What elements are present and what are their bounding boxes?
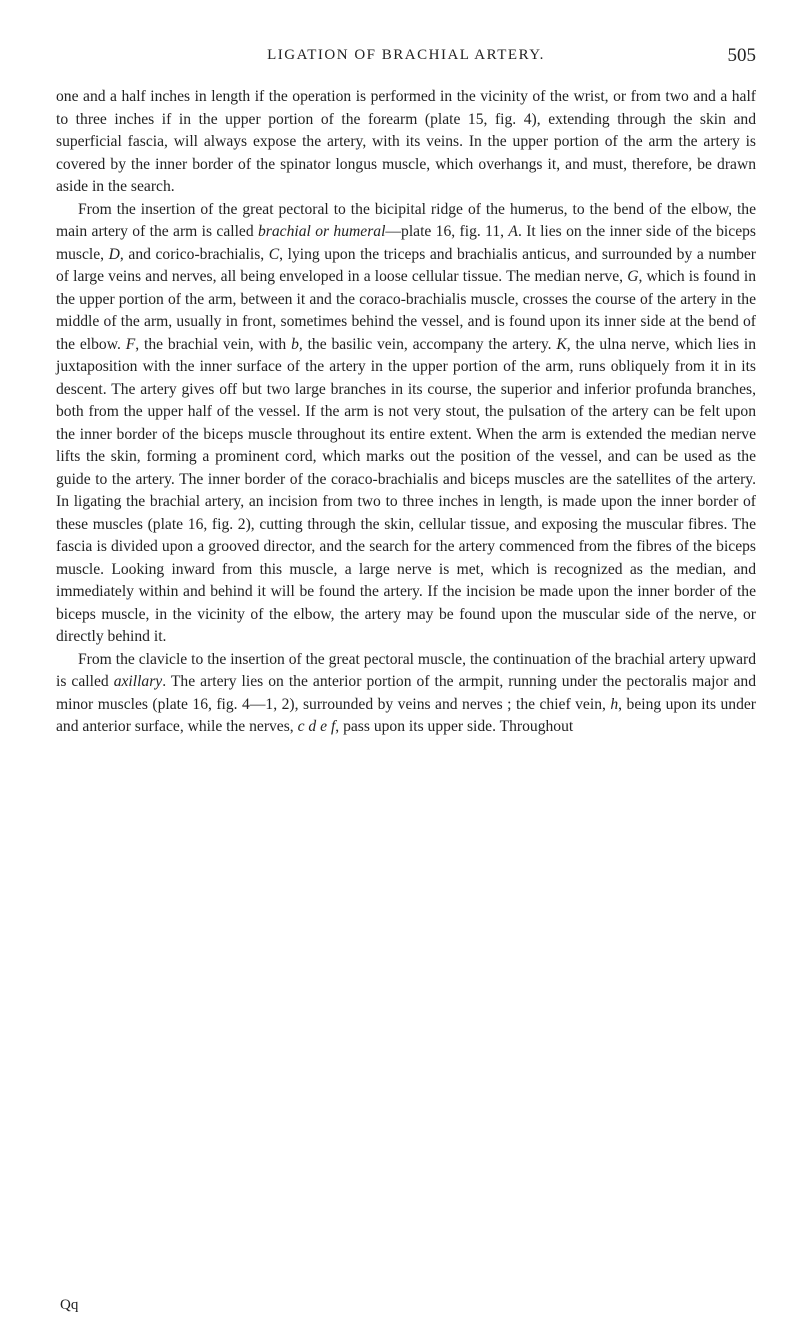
text-run: From the insertion of the great pectoral to the bicipital ridge of the humerus, to the bend of the elbow, the main artery of the arm is called	[56, 200, 756, 240]
text-run: , lying upon the triceps and brachialis anticus, and surrounded by a number of large veins and nerves, all being enveloped in a loose cellular tissue. The median nerve,	[56, 245, 756, 285]
text-run: . The artery lies on the anterior portion of the armpit, running under the pectoralis major and minor muscles (plate 16, fig. 4—1, 2), surrounded by veins and nerves ; the chief vein,	[56, 673, 756, 713]
page-number: 505	[727, 45, 756, 66]
running-title: LIGATION OF BRACHIAL ARTERY.	[267, 47, 545, 63]
text-run: , and corico-brachialis,	[119, 245, 269, 263]
text-run: , pass upon its upper side. Throughout	[335, 718, 574, 735]
text-run: one and a half inches in length if the operation is performed in the vicinity of the wrist, or from two and a half to three inches if in the upper portion of the forearm (plate 15, fig. 4), extending through the skin and superficial fascia, will always expose the artery, with its veins. In the upper portion of the arm the artery is covered by the inner border of the spinator longus muscle, which overhangs it, and must, therefore, be drawn aside in the search.	[56, 88, 756, 195]
italic-run: axillary	[113, 673, 163, 690]
text-run: , being upon its under and anterior surface, while the nerves,	[56, 695, 757, 735]
italic-run: F	[125, 335, 136, 353]
italic-run: K	[556, 335, 567, 353]
italic-run: C	[268, 245, 280, 263]
paragraph	[56, 649, 756, 739]
italic-run: brachial or humeral	[258, 223, 386, 240]
italic-run: A	[508, 223, 518, 240]
text-run: , the brachial vein, with	[135, 335, 292, 353]
running-head	[56, 45, 756, 71]
text-run: , which is found in the upper portion of the arm, between it and the coraco-brachialis muscle, crosses the course of the artery in the middle of the arm, usually in front, sometimes behind the vessel, and is found upon its inner side at the bend of the elbow.	[56, 268, 757, 353]
italic-run: G	[627, 268, 639, 285]
paragraph	[56, 86, 756, 199]
text-run: From the clavicle to the insertion of the great pectoral muscle, the continuation of the brachial artery upward is called	[56, 650, 756, 690]
italic-run: c d e f	[297, 718, 336, 735]
text-run: , the ulna nerve, which lies in juxtaposition with the inner surface of the artery in the upper portion of the arm, runs obliquely from it in its descent. The artery gives off but two large branches in its course, the superior and inferior profunda branches, both from the upper half of the vessel. If the arm is not very stout, the pulsation of the artery can be felt upon the inner border of the biceps muscle throughout its entire extent. When the arm is extended the median nerve lifts the skin, forming a prominent cord, which marks out the position of the vessel, and can be used as the guide to the artery. The inner border of the coraco-brachialis and biceps muscles are the satellites of the artery. In ligating the brachial artery, an incision from two to three inches in length, is made upon the inner border of these muscles (plate 16, fig. 2), cutting through the skin, cellular tissue, and exposing the muscular fibres. The fascia is divided upon a grooved director, and the search for the artery commenced from the fibres of the biceps muscle. Looking inward from this muscle, a large nerve is met, which is recognized as the median, and immediately within and behind it will be found the artery. If the incision be made upon the inner border of the biceps muscle, in the vicinity of the elbow, the artery may be found upon the muscular side of the nerve, or directly behind it.	[56, 335, 757, 645]
text-run: , the basilic vein, accompany the artery.	[298, 335, 557, 353]
text-run: . It lies on the inner side of the biceps muscle,	[56, 223, 756, 263]
italic-run: h	[610, 695, 619, 713]
italic-run: D	[108, 245, 120, 263]
body-text	[56, 86, 756, 739]
signature-mark: Qq	[60, 1297, 79, 1313]
italic-run: b	[291, 335, 299, 353]
paragraph	[56, 199, 756, 649]
text-run: —plate 16, fig. 11,	[385, 223, 509, 240]
